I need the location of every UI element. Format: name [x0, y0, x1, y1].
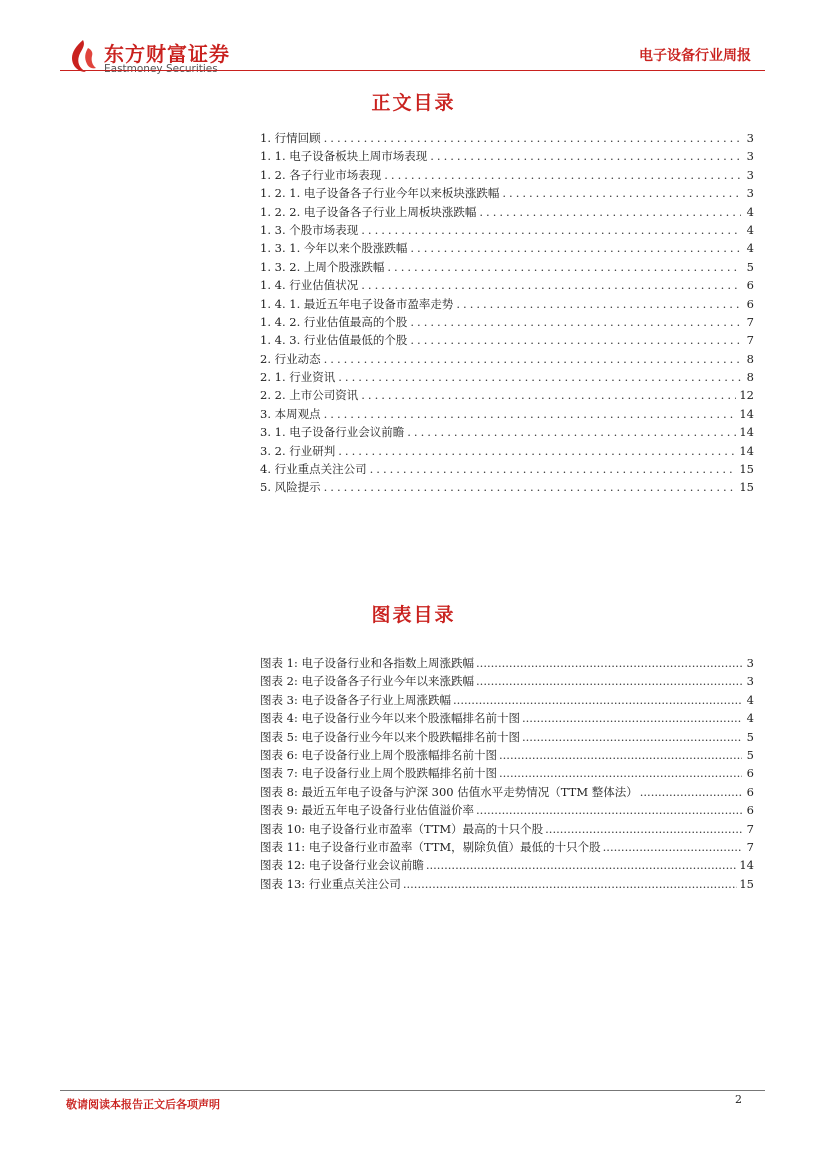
toc-entry-leader-dots — [361, 388, 736, 402]
figure-entry-leader-dots — [476, 803, 742, 817]
figure-entry-leader-dots — [499, 766, 742, 780]
toc-entry-label: 1. 3. 1. 今年以来个股涨跌幅 — [260, 241, 408, 256]
toc-entry-page-number: 15 — [739, 480, 754, 495]
toc-entry[interactable] — [260, 222, 754, 240]
figure-entry[interactable] — [260, 673, 754, 691]
toc-entry-leader-dots — [407, 425, 736, 439]
figure-entry[interactable] — [260, 655, 754, 673]
figure-entry-label: 图表 7: 电子设备行业上周个股跌幅排名前十图 — [260, 766, 497, 781]
toc-entry-page-number: 5 — [746, 259, 754, 274]
toc-entry-label: 1. 3. 2. 上周个股涨跌幅 — [260, 259, 385, 274]
figure-entry-page-number: 6 — [746, 766, 754, 781]
page-number: 2 — [735, 1093, 742, 1106]
figure-entry-page-number: 7 — [746, 821, 754, 836]
figure-entry[interactable] — [260, 876, 754, 894]
figure-entry-leader-dots — [426, 858, 738, 872]
figure-entry-page-number: 15 — [739, 876, 754, 891]
toc-entry[interactable] — [260, 130, 754, 148]
figure-entry-leader-dots — [476, 674, 742, 688]
toc-entry[interactable] — [260, 167, 754, 185]
toc-entry-page-number: 3 — [746, 186, 754, 201]
toc-entry-page-number: 8 — [746, 370, 754, 385]
figure-entry-label: 图表 3: 电子设备各子行业上周涨跌幅 — [260, 692, 452, 707]
figure-entry-label: 图表 2: 电子设备各子行业今年以来涨跌幅 — [260, 674, 475, 689]
toc-entry[interactable] — [260, 406, 754, 424]
toc-entry-label: 3. 1. 电子设备行业会议前瞻 — [260, 425, 405, 440]
toc-entry-label: 1. 4. 行业估值状况 — [260, 278, 359, 293]
figure-entry-label: 图表 11: 电子设备行业市盈率（TTM，剔除负值）最低的十只个股 — [260, 839, 601, 854]
toc-entry-label: 1. 2. 1. 电子设备各子行业今年以来板块涨跌幅 — [260, 186, 500, 201]
toc-entry[interactable] — [260, 369, 754, 387]
toc-entry-page-number: 3 — [746, 167, 754, 182]
toc-entry[interactable] — [260, 277, 754, 295]
toc-entry-label: 1. 1. 电子设备板块上周市场表现 — [260, 149, 428, 164]
toc-entry-page-number: 7 — [746, 314, 754, 329]
figure-entry[interactable] — [260, 784, 754, 802]
toc-entry[interactable] — [260, 461, 754, 479]
figure-entry-label: 图表 6: 电子设备行业上周个股涨幅排名前十图 — [260, 747, 497, 762]
figure-entry-label: 图表 10: 电子设备行业市盈率（TTM）最高的十只个股 — [260, 821, 544, 836]
toc-entry-label: 5. 风险提示 — [260, 480, 321, 495]
toc-entry[interactable] — [260, 148, 754, 166]
toc-entry[interactable] — [260, 351, 754, 369]
footer-divider — [60, 1090, 765, 1091]
figure-entry[interactable] — [260, 857, 754, 875]
figure-entry-page-number: 6 — [746, 784, 754, 799]
toc-entry-leader-dots — [324, 352, 741, 366]
toc-entry[interactable] — [260, 479, 754, 497]
figure-entry-label: 图表 1: 电子设备行业和各指数上周涨跌幅 — [260, 656, 475, 670]
figure-entry-page-number: 3 — [746, 656, 754, 670]
figure-entry-page-number: 7 — [746, 839, 754, 854]
toc-entry-leader-dots — [430, 149, 741, 163]
figure-entry-label: 图表 4: 电子设备行业今年以来个股涨幅排名前十图 — [260, 711, 520, 726]
toc-entry-leader-dots — [324, 480, 737, 494]
figure-entry-page-number: 3 — [746, 674, 754, 689]
toc-entry-page-number: 8 — [746, 351, 754, 366]
toc-entry-label: 1. 行情回顾 — [260, 131, 321, 145]
toc-entry-leader-dots — [479, 205, 741, 219]
toc-entry-label: 1. 4. 1. 最近五年电子设备市盈率走势 — [260, 296, 454, 311]
toc-entry-leader-dots — [370, 462, 737, 476]
toc-entry-page-number: 4 — [746, 241, 754, 256]
figure-entry-leader-dots — [522, 730, 742, 744]
toc-entry-label: 3. 2. 行业研判 — [260, 443, 336, 458]
toc-entry[interactable] — [260, 387, 754, 405]
figure-entry-leader-dots — [476, 656, 742, 670]
toc-entry-leader-dots — [384, 168, 741, 182]
logo-english-name: Eastmoney Securities — [104, 63, 218, 75]
eastmoney-logo-mark-icon — [66, 38, 100, 74]
toc-entry-label: 1. 2. 2. 电子设备各子行业上周板块涨跌幅 — [260, 204, 477, 219]
toc-entry-label: 2. 1. 行业资讯 — [260, 370, 336, 385]
figure-entry-label: 图表 8: 最近五年电子设备与沪深 300 估值水平走势情况（TTM 整体法） — [260, 784, 638, 799]
toc-entry-page-number: 14 — [739, 443, 754, 458]
toc-entry[interactable] — [260, 259, 754, 277]
figure-entry-leader-dots — [640, 785, 742, 799]
figure-entry-label: 图表 5: 电子设备行业今年以来个股跌幅排名前十图 — [260, 729, 520, 744]
toc-entry[interactable] — [260, 185, 754, 203]
figure-entry-leader-dots — [499, 748, 742, 762]
toc-entry-page-number: 3 — [746, 149, 754, 164]
toc-entry-page-number: 15 — [739, 462, 754, 477]
figure-entry-leader-dots — [403, 877, 738, 891]
toc-entry-page-number: 14 — [739, 406, 754, 421]
figure-entry-page-number: 6 — [746, 803, 754, 818]
figure-entry[interactable] — [260, 839, 754, 857]
footer-disclaimer: 敬请阅读本报告正文后各项声明 — [66, 1098, 220, 1111]
figure-list-title: 图表目录 — [371, 604, 456, 626]
logo-chinese-name: 东方财富证券 — [104, 42, 230, 66]
toc-entry-page-number: 6 — [746, 296, 754, 311]
toc-entry-label: 1. 2. 各子行业市场表现 — [260, 167, 382, 182]
toc-title: 正文目录 — [371, 92, 456, 114]
toc-entry-page-number: 7 — [746, 333, 754, 348]
toc-entry-label: 1. 3. 个股市场表现 — [260, 222, 359, 237]
figure-entry-leader-dots — [545, 822, 742, 836]
figure-entry-leader-dots — [453, 693, 742, 707]
figure-entry-label: 图表 12: 电子设备行业会议前瞻 — [260, 858, 424, 873]
figure-entry-leader-dots — [522, 711, 742, 725]
toc-entry[interactable] — [260, 296, 754, 314]
figure-entry[interactable] — [260, 765, 754, 783]
figure-entry[interactable] — [260, 692, 754, 710]
toc-entry-page-number: 12 — [739, 388, 754, 403]
toc-entry-leader-dots — [324, 407, 737, 421]
figure-entry-page-number: 5 — [746, 747, 754, 762]
toc-entry-leader-dots — [502, 186, 741, 200]
toc-entry-label: 2. 行业动态 — [260, 351, 321, 366]
toc-entry-page-number: 4 — [746, 222, 754, 237]
figure-entry[interactable] — [260, 729, 754, 747]
toc-entry[interactable] — [260, 443, 754, 461]
toc-entry[interactable] — [260, 240, 754, 258]
toc-entry-page-number: 3 — [746, 131, 754, 145]
toc-entry-page-number: 4 — [746, 204, 754, 219]
toc-entry[interactable] — [260, 314, 754, 332]
toc-entry[interactable] — [260, 424, 754, 442]
header-divider — [60, 70, 765, 71]
figure-entry-label: 图表 9: 最近五年电子设备行业估值溢价率 — [260, 803, 475, 818]
figure-list — [260, 655, 754, 894]
toc-entry-label: 3. 本周观点 — [260, 406, 321, 421]
report-name: 电子设备行业周报 — [639, 48, 751, 64]
figure-entry[interactable] — [260, 710, 754, 728]
toc-entry-label: 4. 行业重点关注公司 — [260, 462, 367, 477]
toc-entry-leader-dots — [324, 131, 741, 145]
toc-entry-label: 1. 4. 2. 行业估值最高的个股 — [260, 314, 408, 329]
toc-entry-leader-dots — [361, 278, 741, 292]
toc-entry-leader-dots — [338, 444, 736, 458]
figure-entry-page-number: 14 — [739, 858, 754, 873]
toc-entry[interactable] — [260, 332, 754, 350]
toc-entry[interactable] — [260, 204, 754, 222]
toc-entry-label: 1. 4. 3. 行业估值最低的个股 — [260, 333, 408, 348]
toc-entry-leader-dots — [410, 315, 741, 329]
toc-entry-leader-dots — [387, 260, 741, 274]
toc-entry-label: 2. 2. 上市公司资讯 — [260, 388, 359, 403]
figure-entry-page-number: 4 — [746, 711, 754, 726]
figure-entry[interactable] — [260, 802, 754, 820]
eastmoney-logo — [66, 36, 256, 80]
figure-entry[interactable] — [260, 821, 754, 839]
toc-entry-leader-dots — [410, 241, 741, 255]
toc-entry-page-number: 6 — [746, 278, 754, 293]
figure-entry-leader-dots — [603, 840, 742, 854]
toc-entry-leader-dots — [338, 370, 741, 384]
toc-entry-page-number: 14 — [739, 425, 754, 440]
toc-entry-leader-dots — [456, 297, 741, 311]
figure-entry-page-number: 5 — [746, 729, 754, 744]
toc-entry-leader-dots — [410, 333, 741, 347]
figure-entry-label: 图表 13: 行业重点关注公司 — [260, 876, 401, 891]
figure-entry-page-number: 4 — [746, 692, 754, 707]
figure-entry[interactable] — [260, 747, 754, 765]
toc-entry-leader-dots — [361, 223, 741, 237]
toc-list — [260, 130, 754, 498]
